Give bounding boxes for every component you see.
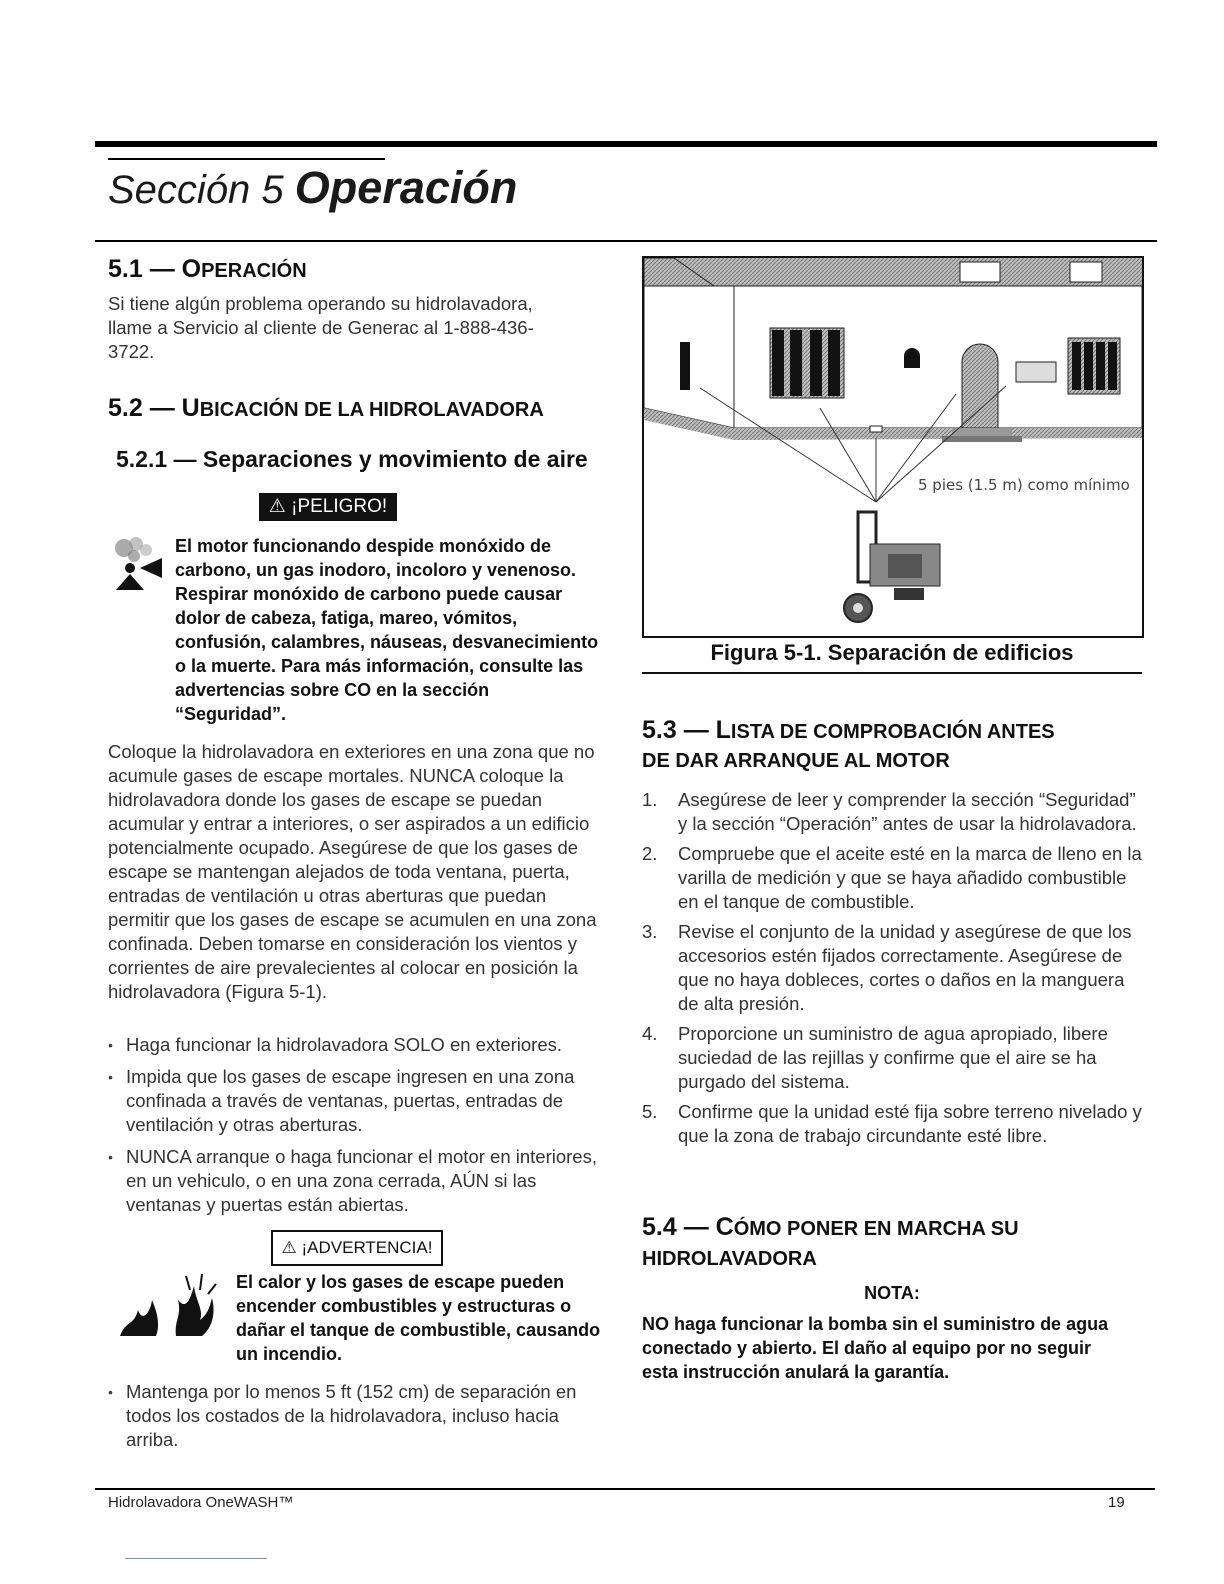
section-label: Sección 5 [108, 168, 284, 212]
s52-bullets [108, 1033, 608, 1225]
page-title [108, 160, 517, 218]
item-text: Proporcione un suministro de agua apropiado, libere suciedad de las rejillas y confirme que el aire se ha purgado del sistema. [678, 1023, 1108, 1092]
warning-triangle-icon: ⚠ [281, 1238, 297, 1257]
heading-5-3: 5.3 — LISTA DE COMPROBACIÓN ANTES DE DAR ARRANQUE AL MOTOR [642, 716, 1055, 772]
item-text: Confirme que la unidad esté fija sobre terreno nivelado y que la zona de trabajo circundante esté libre. [678, 1101, 1142, 1146]
warning-triangle-icon: ⚠ [268, 496, 286, 517]
top-rule [95, 141, 1157, 147]
list-item [642, 1022, 1142, 1094]
bottom-mark [125, 1558, 267, 1559]
item-number: 5. [642, 1101, 658, 1122]
list-item: • Impida que los gases de escape ingresen en una zona confinada a través de ventanas, puertas, entradas de ventilación y otras aberturas. [108, 1065, 608, 1137]
s52-bullets-2 [108, 1380, 608, 1460]
item-number: 3. [642, 921, 658, 942]
danger-tag [259, 493, 397, 521]
s52-body: Coloque la hidrolavadora en exteriores en una zona que no acumule gases de escape mortales. NUNCA coloque la hidrolavadora donde los gases de escape se puedan acumular y entrar a interiores, o ser aspirados a un edificio potencialmente ocupado. Asegúrese de que los gases de escape se mantengan alejados de toda ventana, puerta, entradas de ventilación u otras aberturas que puedan permitir que los gases de escape se acumulen en una zona confinada. Deben tomarse en consideración los vientos y corrientes de aire prevalecientes al colocar en posición la hidrolavadora (Figura 5-1). [108, 741, 597, 1002]
list-item: • Mantenga por lo menos 5 ft (152 cm) de separación en todos los costados de la hidrolavadora, incluso hacia arriba. [108, 1380, 608, 1452]
caption-rule [642, 672, 1142, 674]
item-text: Revise el conjunto de la unidad y asegúrese de que los accesorios estén fijados correctamente. Asegúrese de que no haya dobleces, cortes o daños en la manguera de alta presión. [678, 921, 1132, 1014]
building-illustration [644, 258, 1142, 636]
item-number: 2. [642, 843, 658, 864]
list-item [642, 788, 1142, 836]
list-item [642, 842, 1142, 914]
warning-text: El calor y los gases de escape pueden encender combustibles y estructuras o dañar el tanque de combustible, causando un incendio. [236, 1272, 601, 1364]
danger-label: ¡PELIGRO! [291, 496, 388, 517]
s51-text: Si tiene algún problema operando su hidrolavadora, llame a Servicio al cliente de Generac al 1-888-436-3722. [108, 293, 534, 362]
warning-tag [271, 1230, 443, 1266]
note-text: NO haga funcionar la bomba sin el suministro de agua conectado y abierto. El daño al equipo por no seguir esta instrucción anulará la garantía. [642, 1314, 1109, 1382]
page-number: 19 [1108, 1494, 1125, 1511]
list-item: • NUNCA arranque o haga funcionar el motor en interiores, en un vehiculo, o en una zona cerrada, AÚN si las ventanas y puertas están abiertas. [108, 1145, 608, 1217]
item-text: Asegúrese de leer y comprender la sección “Seguridad” y la sección “Operación” antes de usar la hidrolavadora. [678, 789, 1137, 834]
footer-product: Hidrolavadora OneWASH™ [108, 1494, 294, 1511]
header-rule [95, 240, 1157, 242]
heading-5-4: 5.4 — CÓMO PONER EN MARCHA SU HIDROLAVADORA [642, 1213, 1019, 1270]
figure-building-clearance [642, 256, 1144, 638]
heading-5-2-1: 5.2.1 — Separaciones y movimiento de aire [116, 446, 588, 472]
list-item [642, 1100, 1142, 1148]
heading-5-2: 5.2 — UBICACIÓN DE LA HIDROLAVADORA [108, 394, 544, 422]
item-number: 4. [642, 1023, 658, 1044]
heading-5-1: 5.1 — OPERACIÓN [108, 255, 307, 283]
section-title: Operación [294, 162, 518, 213]
list-item [642, 920, 1142, 1016]
figure-callout: 5 pies (1.5 m) como mínimo [918, 476, 1130, 494]
list-item: • Haga funcionar la hidrolavadora SOLO en exteriores. [108, 1033, 608, 1057]
warning-label: ¡ADVERTENCIA! [301, 1238, 433, 1257]
s53-list [642, 788, 1142, 1154]
figure-caption: Figura 5-1. Separación de edificios [710, 640, 1074, 665]
co-poison-icon [106, 534, 166, 594]
footer-rule [95, 1488, 1155, 1490]
item-number: 1. [642, 789, 658, 810]
pressure-washer-illustration [844, 512, 940, 622]
danger-text: El motor funcionando despide monóxido de carbono, un gas inodoro, incoloro y venenoso. Respirar monóxido de carbono puede causar dolor de cabeza, fatiga, mareo, vómitos, confusión, calambres, náuseas, desvanecimiento o la muerte. Para más información, consulte las advertencias sobre CO en la sección “Seguridad”. [175, 536, 599, 724]
note-label: NOTA: [864, 1283, 920, 1303]
item-text: Compruebe que el aceite esté en la marca de lleno en la varilla de medición y que se haya añadido combustible en el tanque de combustible. [678, 843, 1142, 912]
fire-hazard-icon [116, 1270, 236, 1340]
